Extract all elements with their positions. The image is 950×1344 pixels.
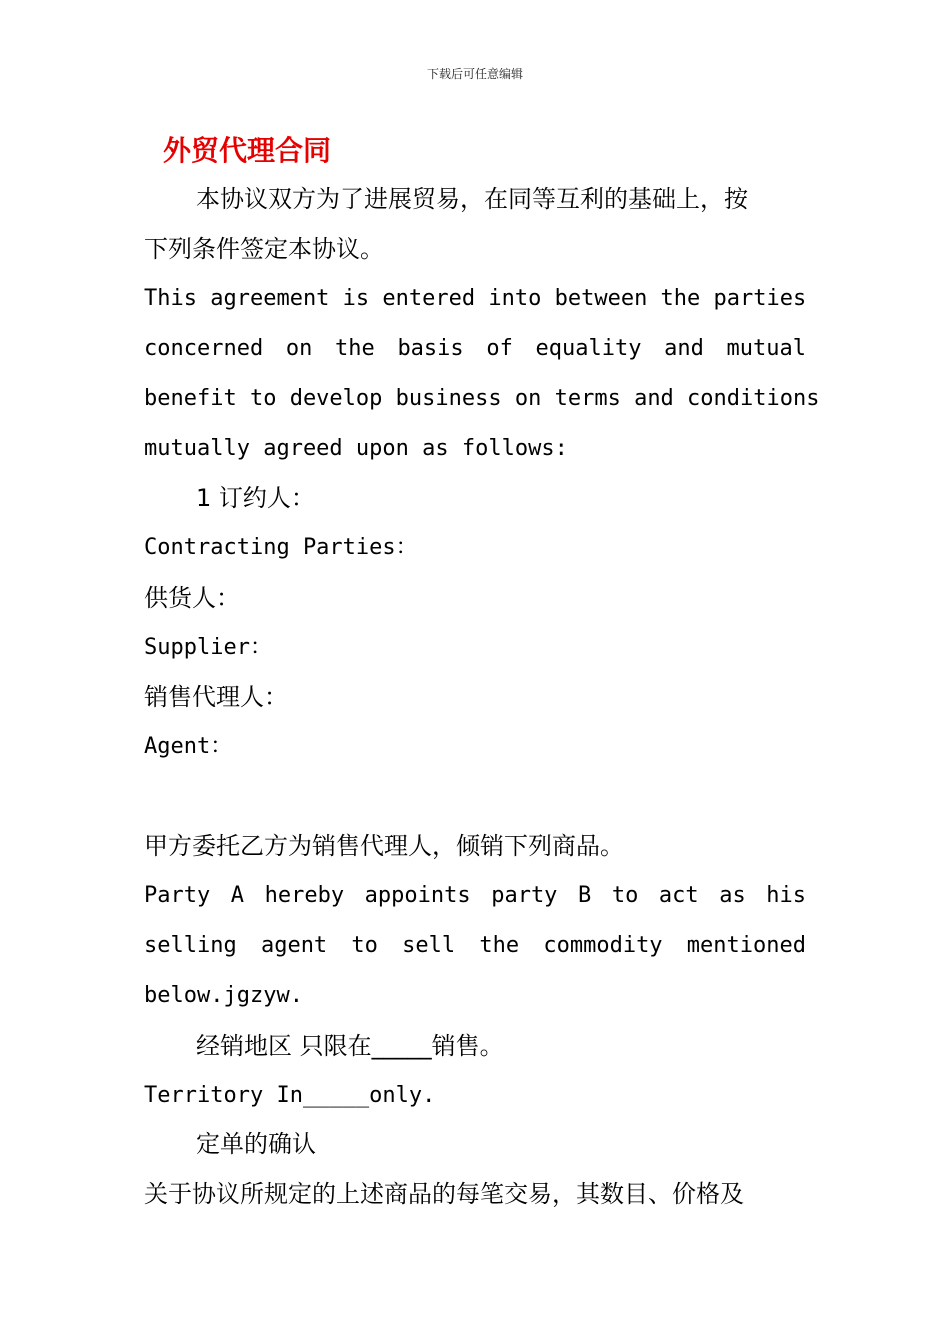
field-label: 供货人： [144, 584, 240, 612]
paragraph-line: concerned on the basis of equality and mutual [144, 336, 806, 361]
section-heading: 定单的确认 [196, 1130, 316, 1158]
section-heading: 1 订约人： [196, 484, 315, 512]
paragraph-line: Party A hereby appoints party B to act as his [144, 883, 806, 908]
paragraph-line: benefit to develop business on terms and conditions [144, 386, 820, 411]
paragraph-line: selling agent to sell the commodity mentioned [144, 933, 806, 958]
header-note: 下载后可任意编辑 [426, 67, 523, 81]
paragraph-line: 本协议双方为了进展贸易，在同等互利的基础上，按 [196, 185, 748, 213]
document-title: 外贸代理合同 [163, 134, 332, 167]
paragraph-line: 经销地区 只限在_____销售。 [196, 1032, 504, 1060]
field-label: Supplier： [144, 635, 272, 660]
field-label: Agent： [144, 734, 233, 759]
paragraph-line: 甲方委托乙方为销售代理人，倾销下列商品。 [144, 832, 624, 860]
paragraph-line: below.jgzyw. [144, 983, 303, 1008]
paragraph-line: mutually agreed upon as follows: [144, 436, 568, 461]
paragraph-line: 关于协议所规定的上述商品的每笔交易，其数目、价格及 [144, 1180, 744, 1208]
paragraph-line: Contracting Parties： [144, 535, 418, 560]
paragraph-line: Territory In_____only. [144, 1083, 436, 1108]
paragraph-line: This agreement is entered into between the parties [144, 286, 807, 311]
paragraph-line: 下列条件签定本协议。 [144, 235, 384, 263]
field-label: 销售代理人： [144, 683, 288, 711]
